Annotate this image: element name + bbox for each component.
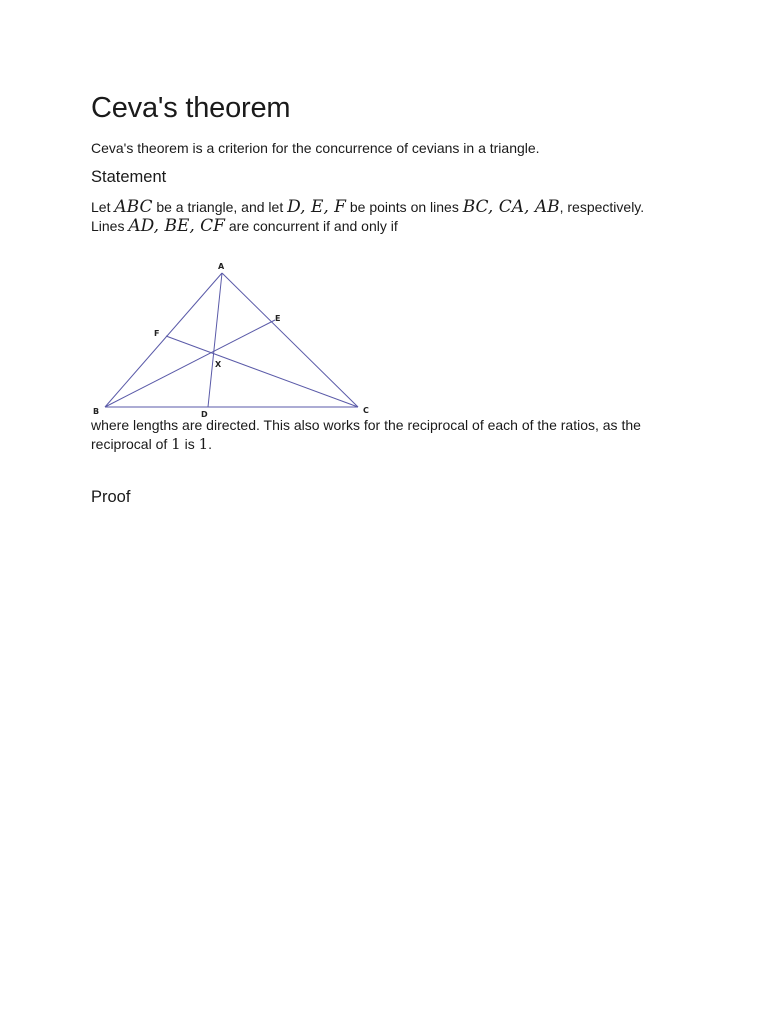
after-figure-text-4: .	[208, 436, 213, 452]
label-c: C	[363, 406, 369, 415]
side-ac	[222, 273, 358, 407]
math-cevians: AD, BE, CF	[128, 216, 225, 236]
statement-paragraph	[91, 198, 644, 236]
cevian-cf	[166, 336, 358, 407]
label-x: X	[215, 360, 222, 369]
math-lines: BC, CA, AB	[462, 197, 560, 217]
after-figure-text-3: is	[180, 436, 199, 452]
statement-text-1: Let	[91, 199, 115, 215]
triangle-diagram	[90, 256, 390, 421]
after-figure-text-1: where lengths are directed. This also works for the reciprocal of each of the ratios, as the	[91, 417, 641, 433]
label-a: A	[218, 262, 225, 271]
statement-text-5: Lines	[91, 218, 129, 234]
after-figure-paragraph	[91, 416, 641, 454]
intro-text: Ceva's theorem is a criterion for the concurrence of cevians in a triangle.	[91, 140, 540, 156]
math-one-b: 1	[198, 435, 209, 453]
label-e: E	[275, 314, 281, 323]
proof-heading: Proof	[91, 488, 131, 506]
math-triangle: ABC	[114, 197, 153, 217]
statement-text-2: be a triangle, and let	[152, 199, 288, 215]
cevian-be	[105, 320, 275, 407]
label-b: B	[93, 407, 100, 416]
page-title: Ceva's theorem	[91, 92, 291, 124]
after-figure-text-2: reciprocal of	[91, 436, 172, 452]
statement-text-6: are concurrent if and only if	[224, 218, 398, 234]
cevian-ad	[208, 273, 222, 407]
statement-heading: Statement	[91, 168, 167, 186]
math-one-a: 1	[171, 435, 181, 453]
statement-text-3: be points on lines	[345, 199, 463, 215]
ceva-triangle-figure	[90, 256, 390, 421]
label-d: D	[201, 410, 208, 419]
label-f: F	[154, 329, 160, 338]
statement-text-4: , respectively.	[559, 199, 645, 215]
math-points: D, E, F	[287, 197, 346, 217]
side-ab	[105, 273, 222, 407]
